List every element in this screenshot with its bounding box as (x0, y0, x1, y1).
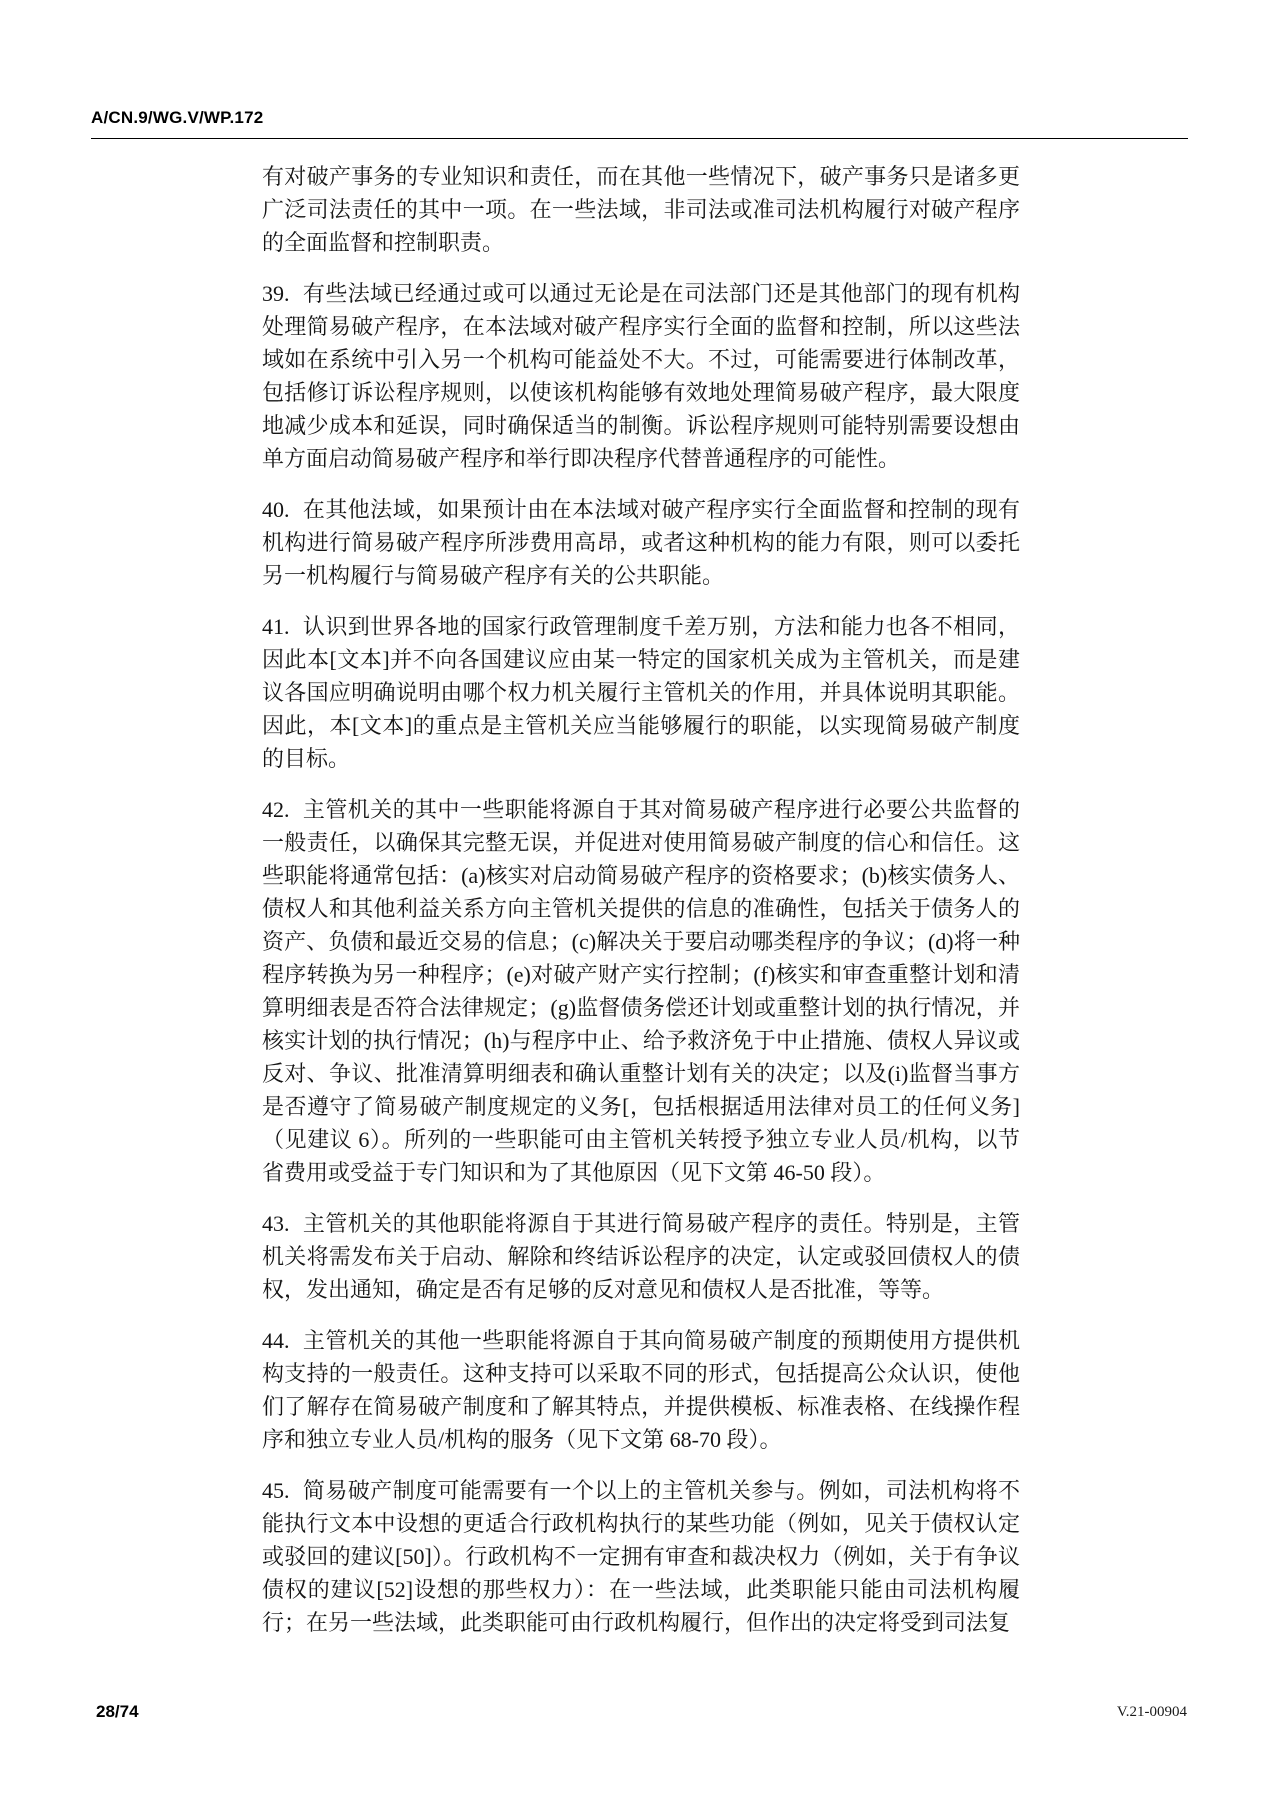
paragraph-number: 45. (262, 1478, 290, 1503)
page-body (262, 160, 1020, 1657)
paragraph-text: 主管机关的其他职能将源自于其进行简易破产程序的责任。特别是，主管机关将需发布关于启动、解除和终结诉讼程序的决定，认定或驳回债权人的债权，发出通知，确定是否有足够的反对意见和债权人是否批准，等等。 (262, 1211, 1020, 1302)
paragraph (262, 493, 1020, 592)
page-number: 28/74 (96, 1702, 139, 1721)
paragraph (262, 160, 1020, 259)
paragraph-number: 39. (262, 281, 290, 306)
document-id: V.21-00904 (1116, 1704, 1187, 1720)
header-rule (91, 138, 1188, 139)
paragraph (262, 793, 1020, 1189)
paragraph-text: 在其他法域，如果预计由在本法域对破产程序实行全面监督和控制的现有机构进行简易破产程序所涉费用高昂，或者这种机构的能力有限，则可以委托另一机构履行与简易破产程序有关的公共职能。 (262, 497, 1020, 588)
paragraph-text: 有对破产事务的专业知识和责任，而在其他一些情况下，破产事务只是诸多更广泛司法责任的其中一项。在一些法域，非司法或准司法机构履行对破产程序的全面监督和控制职责。 (262, 164, 1020, 255)
paragraph (262, 1324, 1020, 1456)
paragraph-number: 43. (262, 1211, 290, 1236)
paragraph-text: 主管机关的其中一些职能将源自于其对简易破产程序进行必要公共监督的一般责任，以确保其完整无误，并促进对使用简易破产制度的信心和信任。这些职能将通常包括：(a)核实对启动简易破产程序的资格要求；(b)核实债务人、债权人和其他利益关系方向主管机关提供的信息的准确性，包括关于债务人的资产、负债和最近交易的信息；(c)解决关于要启动哪类程序的争议；(d)将一种程序转换为另一种程序；(e)对破产财产实行控制；(f)核实和审查重整计划和清算明细表是否符合法律规定；(g)监督债务偿还计划或重整计划的执行情况，并核实计划的执行情况；(h)与程序中止、给予救济免于中止措施、债权人异议或反对、争议、批准清算明细表和确认重整计划有关的决定；以及(i)监督当事方是否遵守了简易破产制度规定的义务[，包括根据适用法律对员工的任何义务]（见建议 6）。所列的一些职能可由主管机关转授予独立专业人员/机构，以节省费用或受益于专门知识和为了其他原因（见下文第 46-50 段）。 (262, 797, 1020, 1185)
paragraph-text: 有些法域已经通过或可以通过无论是在司法部门还是其他部门的现有机构处理简易破产程序，在本法域对破产程序实行全面的监督和控制，所以这些法域如在系统中引入另一个机构可能益处不大。不过，可能需要进行体制改革，包括修订诉讼程序规则，以使该机构能够有效地处理简易破产程序，最大限度地减少成本和延误，同时确保适当的制衡。诉讼程序规则可能特别需要设想由单方面启动简易破产程序和举行即决程序代替普通程序的可能性。 (262, 281, 1020, 471)
paragraph (262, 610, 1020, 775)
document-symbol: A/CN.9/WG.V/WP.172 (91, 108, 264, 127)
paragraph (262, 277, 1020, 475)
paragraph-number: 44. (262, 1328, 290, 1353)
paragraph (262, 1474, 1020, 1639)
paragraph-number: 40. (262, 497, 290, 522)
paragraph-text: 主管机关的其他一些职能将源自于其向简易破产制度的预期使用方提供机构支持的一般责任。这种支持可以采取不同的形式，包括提高公众认识，使他们了解存在简易破产制度和了解其特点，并提供模板、标准表格、在线操作程序和独立专业人员/机构的服务（见下文第 68-70 段）。 (262, 1328, 1020, 1452)
paragraph-number: 41. (262, 614, 290, 639)
paragraph (262, 1207, 1020, 1306)
paragraph-text: 认识到世界各地的国家行政管理制度千差万别，方法和能力也各不相同，因此本[文本]并不向各国建议应由某一特定的国家机关成为主管机关，而是建议各国应明确说明由哪个权力机关履行主管机关的作用，并具体说明其职能。因此，本[文本]的重点是主管机关应当能够履行的职能，以实现简易破产制度的目标。 (262, 614, 1020, 771)
paragraph-number: 42. (262, 797, 290, 822)
paragraph-text: 简易破产制度可能需要有一个以上的主管机关参与。例如，司法机构将不能执行文本中设想的更适合行政机构执行的某些功能（例如，见关于债权认定或驳回的建议[50]）。行政机构不一定拥有审查和裁决权力（例如，关于有争议债权的建议[52]设想的那些权力）：在一些法域，此类职能只能由司法机构履行；在另一些法域，此类职能可由行政机构履行，但作出的决定将受到司法复 (262, 1478, 1020, 1635)
